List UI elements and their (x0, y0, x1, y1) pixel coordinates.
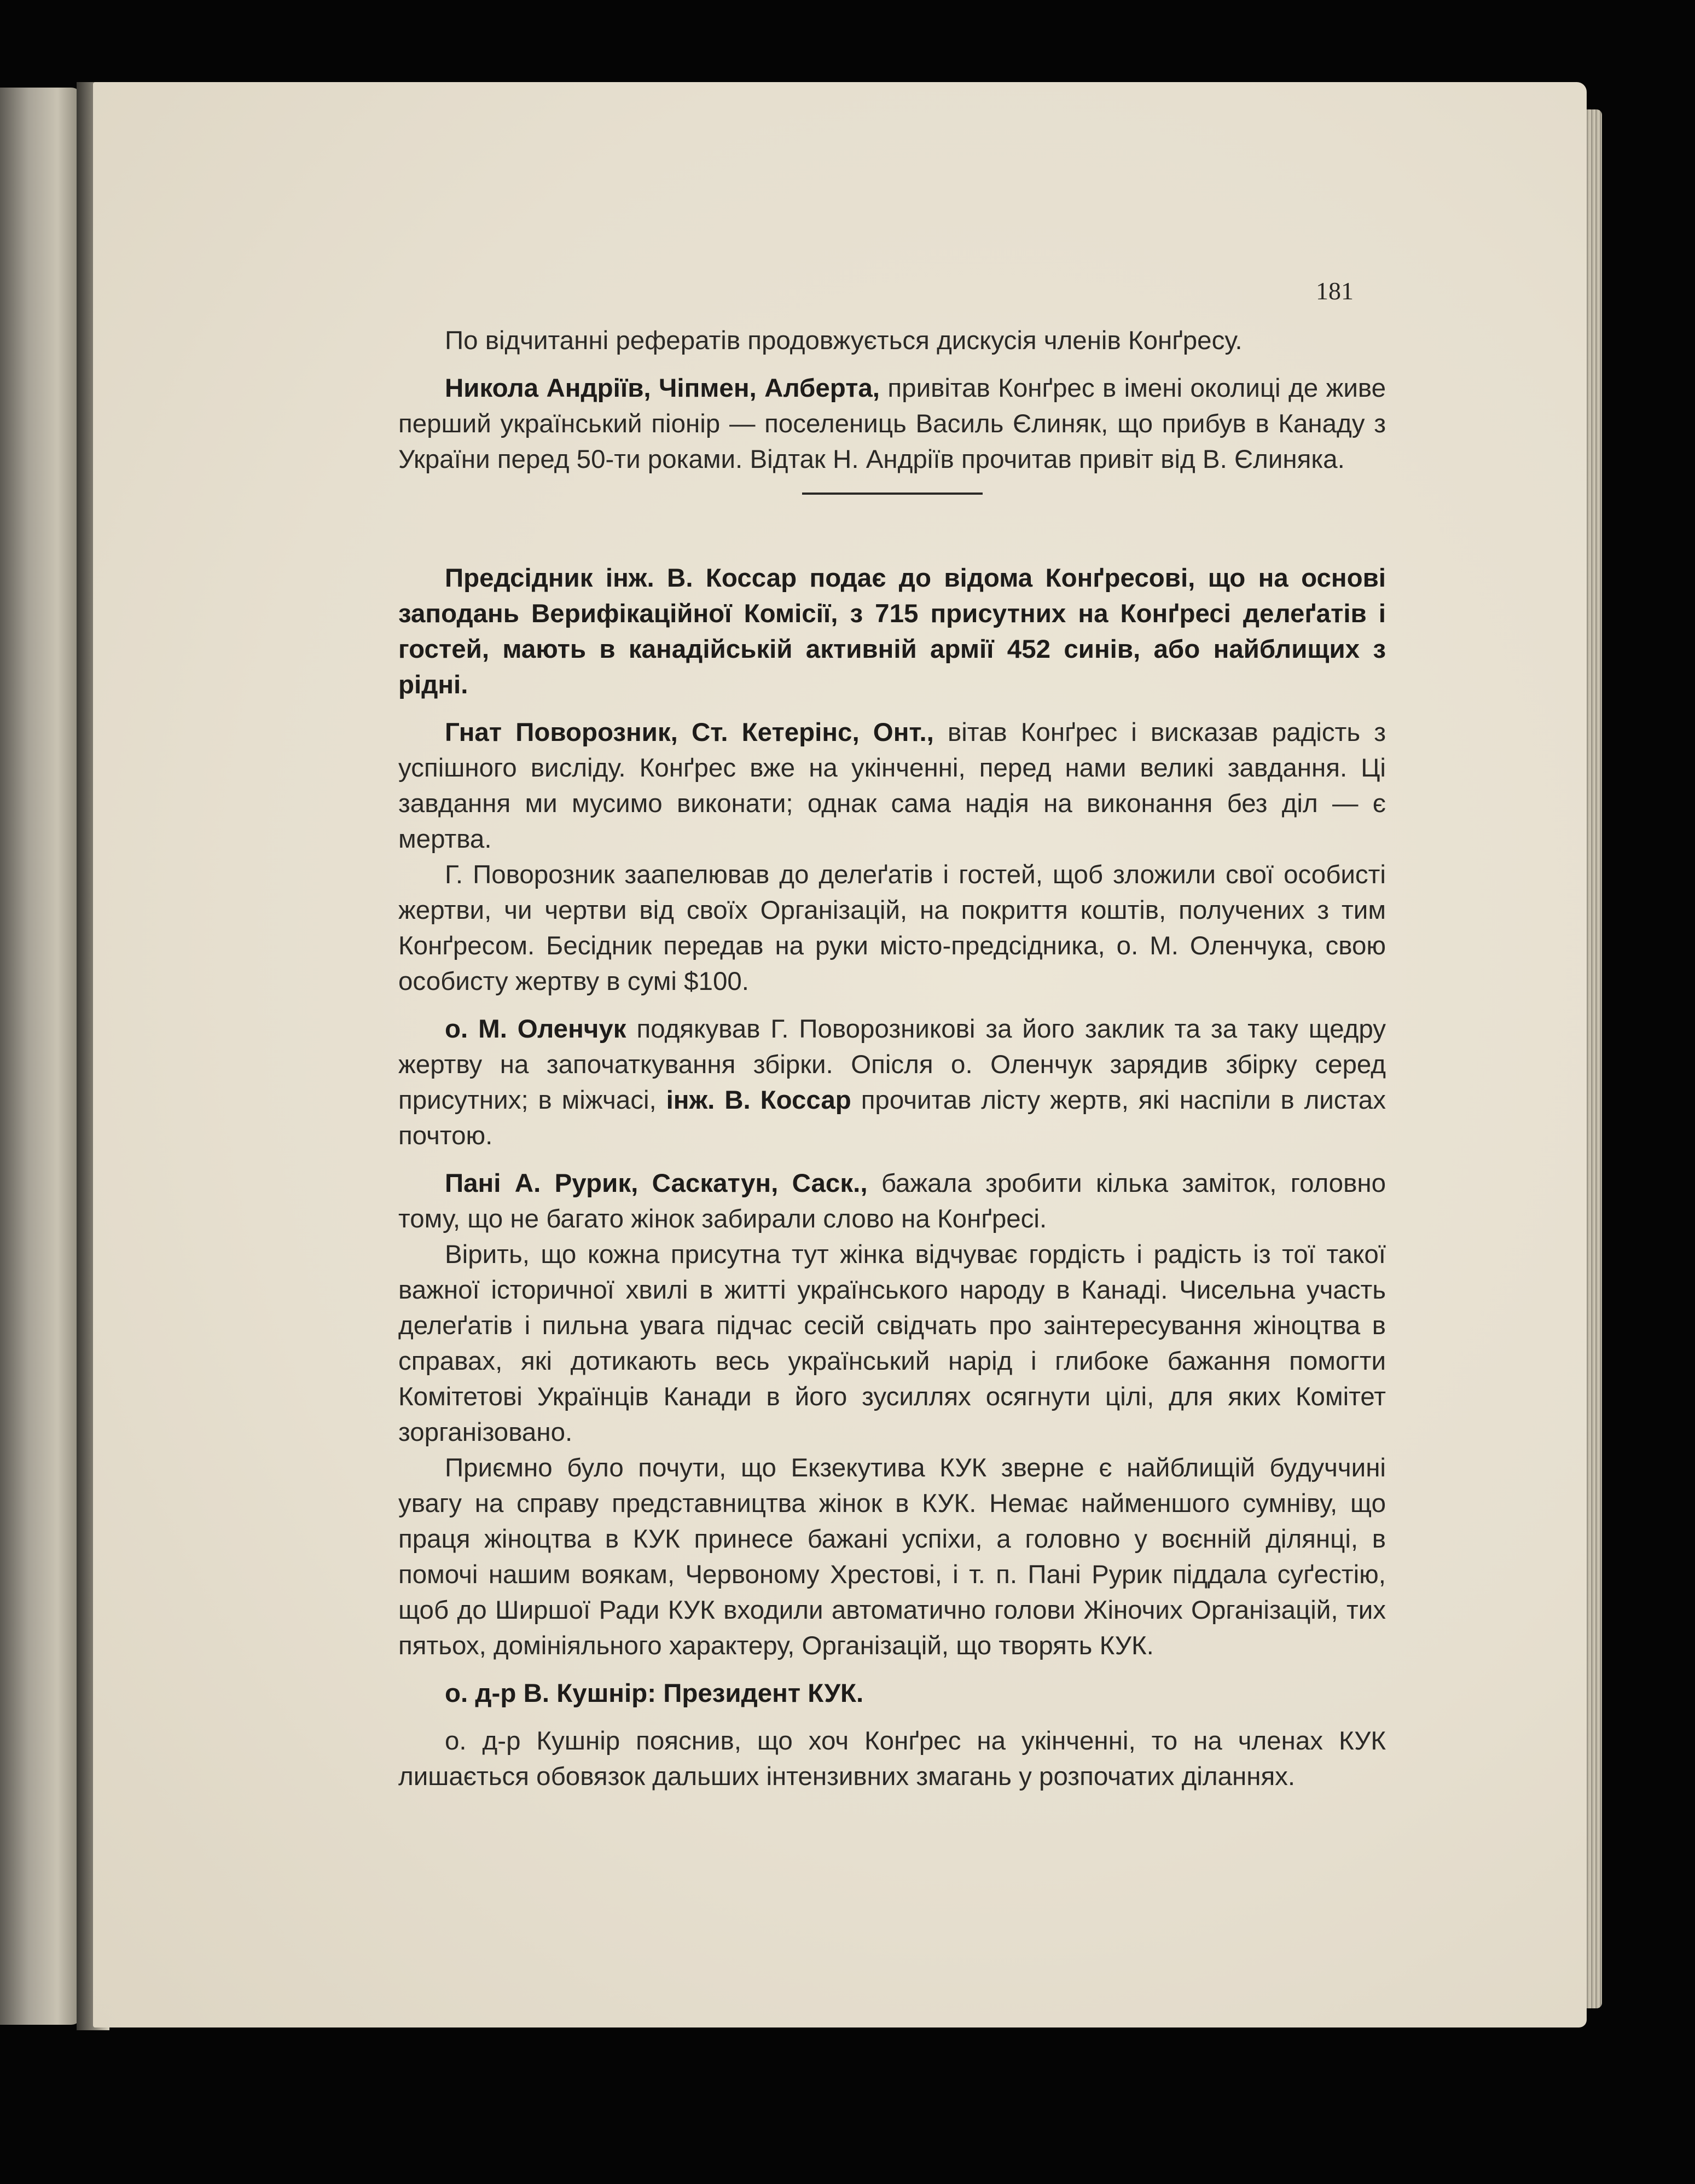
paragraph-povoroznyk (398, 715, 1386, 857)
paragraph-text: подякував Г. Поворозникові за його заклик та за таку щедру жертву на започаткування збірки. Опісля о. Оленчук зарядив збірку серед присутних; в міжчасі, (398, 1015, 1386, 1115)
paragraph-kushnir: о. д-р Кушнір пояснив, що хоч Конґрес на укінченні, то на членах КУК лишається обовязок дальших інтензивних змагань у розпочатих діланнях. (398, 1727, 1386, 1791)
paragraph-kushnir-heading (398, 1676, 1386, 1711)
bold-announcement: Предсідник інж. В. Коссар подає до відома Конґресові, що на основі заподань Верифікаційної Комісії, з 715 присутних на Конґресі делеґатів і гостей, мають в канадійській активній армії 452 синів, або найблищих з рідні. (398, 564, 1386, 699)
paragraph-andriiv (398, 370, 1386, 477)
paragraph-rurik-pride: Вірить, що кожна присутна тут жінка відчуває гордість і радість із тої такої важної історичної хвилі в житті українського народу в Канаді. Чисельна участь делеґатів і пильна увага підчас сесій свідчать про заінтересування жіноцтва в справах, які дотикають весь український нарід і глибоке бажання помогти Комітетові Українців Канади в його зусиллях осягнути цілі, для яких Комітет зорганізовано. (398, 1240, 1386, 1447)
speaker-name: Пані А. Рурик, Саскатун, Саск., (445, 1169, 868, 1198)
paragraph-text: вітав Конґрес і висказав радість з успішного висліду. Конґрес вже на укінченні, перед нами великі завдання. Ці завдання ми мусимо виконати; однак сама надія на виконання без діл — є мертва. (398, 718, 1386, 854)
paragraph-olenchuk (398, 1011, 1386, 1154)
speaker-name: Никола Андріїв, Чіпмен, Алберта, (445, 374, 880, 403)
paragraph-chairman-announcement (398, 560, 1386, 703)
speaker-name: о. М. Оленчук (445, 1015, 626, 1044)
paragraph-discussion: По відчитанні рефератів продовжується дискусія членів Конґресу. (445, 326, 1243, 355)
paragraph-text: привітав Конґрес в імені околиці де живе перший український піонір — поселениць Василь Єлиняк, що прибув в Канаду з України перед 50-ти роками. Відтак Н. Андріїв прочитав привіт від В. Єлиняка. (398, 374, 1386, 474)
facing-page-edge (0, 88, 82, 2025)
paragraph-rurik-suggestion: Приємно було почути, що Екзекутива КУК зверне є найблищій будуччині увагу на справу представництва жінок в КУК. Немає найменшого сумніву, що праця жіноцтва в КУК принесе бажані успіхи, а головно у воєнній ділянці, в помочі нашим воякам, Червоному Хрестові, і т. п. Пані Рурик піддала суґестію, щоб до Ширшої Ради КУК входили автоматично голови Жіночих Організацій, тих пятьох, домініяльного характеру, Організацій, що творять КУК. (398, 1453, 1386, 1660)
paragraph-text: бажала зробити кілька заміток, головно тому, що не багато жінок забирали слово на Конґресі. (398, 1169, 1386, 1233)
section-divider (802, 493, 983, 495)
speaker-name: інж. В. Коссар (666, 1086, 851, 1115)
page-number: 181 (1316, 277, 1354, 305)
paragraph-povoroznyk-appeal: Г. Поворозник заапелював до делеґатів і гостей, щоб зложили свої особисті жертви, чи чертви від своїх Організацій, на покриття коштів, получених з тим Конґресом. Бесідник передав на руки місто-предсідника, о. М. Оленчука, свою особисту жертву в сумі $100. (398, 860, 1386, 996)
speaker-heading: о. д-р В. Кушнір: Президент КУК. (445, 1679, 864, 1708)
paragraph-rurik (398, 1166, 1386, 1237)
paragraph-text: прочитав лісту жертв, які наспіли в листах почтою. (398, 1086, 1386, 1150)
page-body (398, 323, 1386, 1794)
speaker-name: Гнат Поворозник, Ст. Кетерінс, Онт., (445, 718, 934, 747)
